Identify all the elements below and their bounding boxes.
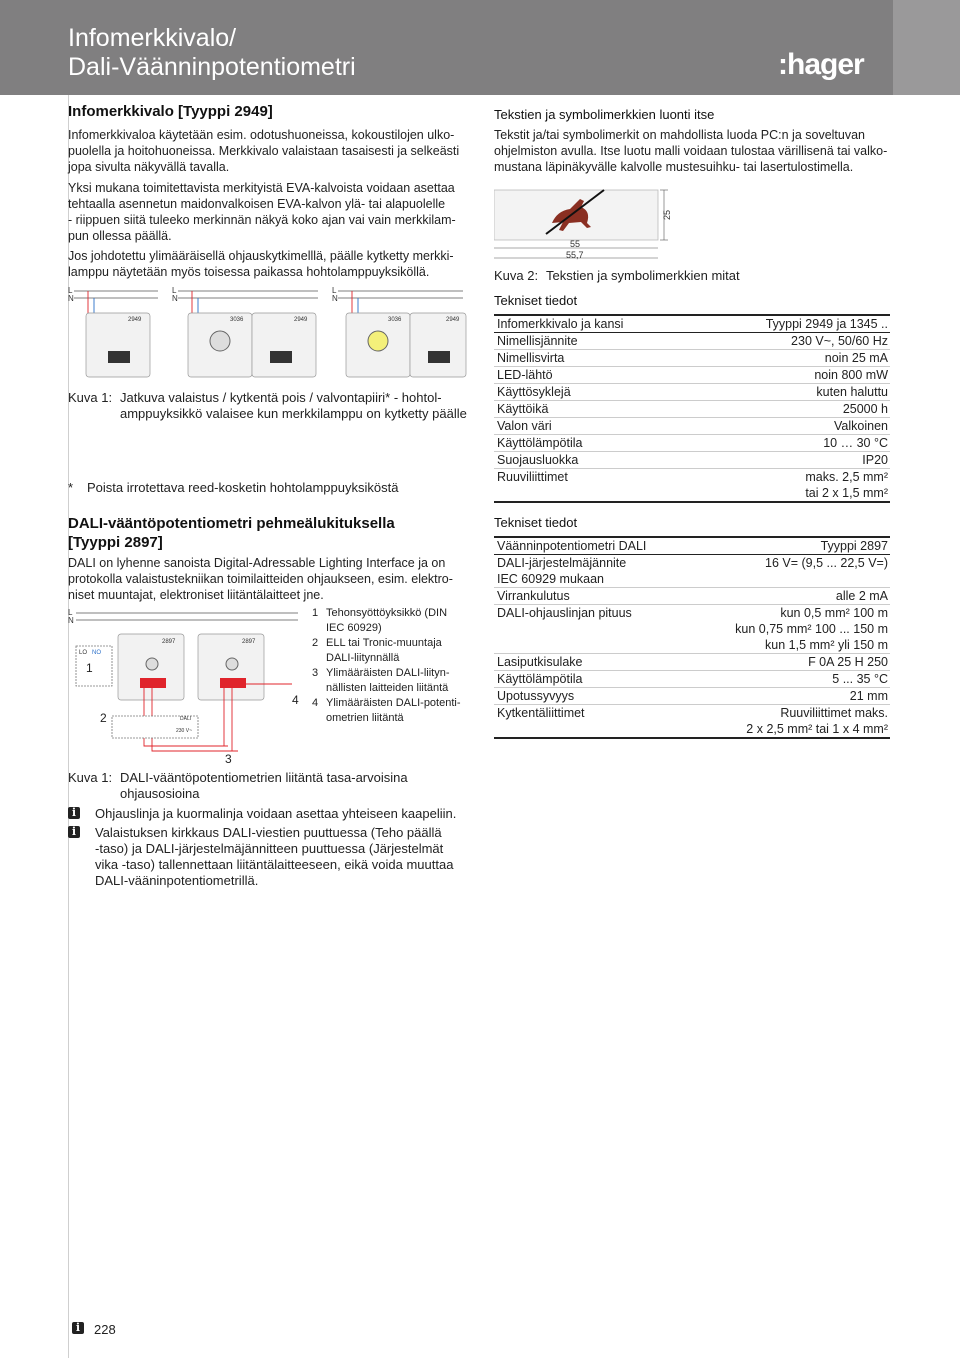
table-cell: DALI-järjestelmäjännite <box>497 556 627 570</box>
label-L: L <box>172 286 177 295</box>
table-cell: Käyttölämpötila <box>494 435 695 452</box>
table-cell: tai 2 x 1,5 mm² <box>695 485 890 502</box>
table-cell: F 0A 25 H 250 <box>690 654 890 671</box>
text-line: lamppu näytetään myös toisessa paikassa hohtolamppuyksiköllä. <box>68 265 430 279</box>
table-row <box>494 688 890 705</box>
table-cell: 2 x 2,5 mm² tai 1 x 4 mm² <box>690 721 890 738</box>
table-row <box>494 485 890 502</box>
table-cell <box>494 485 695 502</box>
table-header-cell: Tyyppi 2897 <box>690 537 890 555</box>
text-line: Ylimääräisten DALI-liityn- <box>326 667 450 679</box>
table-row <box>494 671 890 688</box>
table-row <box>494 654 890 671</box>
device-type-label: 2897 <box>162 639 176 645</box>
table-cell: 16 V= (9,5 ... 22,5 V=) <box>765 556 888 570</box>
text-line: amppuyksikkö valaisee kun merkkilamppu on kytketty päälle <box>120 406 467 421</box>
table-row <box>494 571 890 588</box>
table-header-row <box>494 537 890 555</box>
text-line: Valaistuksen kirkkaus DALI-viestien puuttuessa (Teho päällä <box>95 825 442 840</box>
table-cell: Ruuviliittimet maks. <box>780 706 888 720</box>
table-cell: LED-lähtö <box>494 367 695 384</box>
table-cell: Käyttölämpötila <box>494 671 690 688</box>
label-LO: LO <box>79 650 88 656</box>
wiring-diagram-dali <box>68 606 303 766</box>
table-cell: 21 mm <box>690 688 890 705</box>
text-line: -taso) ja DALI-järjestelmäjännitteen puuttuessa (Järjestelmät <box>95 841 444 856</box>
info-icon: i <box>68 826 80 838</box>
paragraph-intro <box>68 127 459 175</box>
text-line: - riippuen siitä tuleeko merkinnän näkyä koko ajan vai vain merkkilam- <box>68 213 456 227</box>
device-type-label: 2949 <box>446 317 460 323</box>
table-cell: Käyttösyklejä <box>494 384 695 401</box>
legend-text <box>326 666 476 696</box>
table-cell: Valon väri <box>494 418 695 435</box>
paragraph-eva <box>68 180 456 244</box>
brand-logo: :hager <box>778 48 864 81</box>
table-cell: kuten haluttu <box>695 384 890 401</box>
table-row <box>494 401 890 418</box>
callout-1: 1 <box>86 661 93 675</box>
text-line: DALI on lyhenne sanoista Digital-Adressable Lighting Interface ja on <box>68 556 446 570</box>
heading-line: [Tyyppi 2897] <box>68 534 163 551</box>
text-line: nällisten laitteiden liitäntä <box>326 682 449 694</box>
text-line: puolella ja hoitohuoneissa. Merkkivalo valaistaan tasaisesti ja selkeästi <box>68 144 460 158</box>
device-type-label: 3036 <box>388 317 402 323</box>
table-cell: Nimellisjännite <box>494 333 695 350</box>
table-cell: Ruuviliittimet <box>497 470 568 484</box>
table-header-cell: Väänninpotentiometri DALI <box>494 537 690 555</box>
table-row <box>494 418 890 435</box>
paragraph-control-switch <box>68 248 454 280</box>
table-cell <box>494 637 690 654</box>
text-line: pun ollessa päällä. <box>68 229 172 243</box>
table-row <box>494 637 890 654</box>
footnote-marker: * <box>68 480 74 495</box>
legend-text <box>326 696 476 726</box>
text-line: jopa sivulta näkyvällä tavalla. <box>68 160 230 174</box>
wiring-diagram-infomerkkivalo <box>68 283 468 383</box>
table-cell: 10 … 30 °C <box>695 435 890 452</box>
figure-caption-text <box>120 390 467 422</box>
dim-width-label: 55,7 <box>566 250 584 260</box>
legend-text <box>326 636 476 666</box>
paragraph-dali-intro <box>68 555 453 603</box>
table-cell: Kytkentäliittimet <box>497 706 585 720</box>
device-type-label: 2897 <box>242 639 256 645</box>
table-row <box>494 605 890 622</box>
page-title-line2: Dali-Väänninpotentiometri <box>68 53 356 81</box>
text-line: protokolla valaistustekniikan toimilaitteiden ohjaukseen, esim. elektro- <box>68 572 453 586</box>
text-line: ELL tai Tronic-muuntaja <box>326 637 442 649</box>
label-N: N <box>68 294 74 303</box>
legend-list <box>312 606 472 726</box>
legend-number: 2 <box>312 637 319 649</box>
text-line: vika -taso) tallennettaan liitäntälaitteeseen, eikä voida muuttaa <box>95 857 454 872</box>
table-cell: noin 800 mW <box>695 367 890 384</box>
table-cell: 25000 h <box>695 401 890 418</box>
tech-heading: Tekniset tiedot <box>494 293 578 308</box>
label-L: L <box>332 286 337 295</box>
dim-width-label: 55 <box>570 239 581 249</box>
table-row <box>494 367 890 384</box>
tech-heading: Tekniset tiedot <box>494 515 578 530</box>
table-cell: IEC 60929 mukaan <box>494 571 690 588</box>
table-cell: noin 25 mA <box>695 350 890 367</box>
text-line: ometrien liitäntä <box>326 712 404 724</box>
table-cell: Upotussyvyys <box>494 688 690 705</box>
table-cell: Valkoinen <box>695 418 890 435</box>
paragraph-custom-text <box>494 127 887 175</box>
table-row <box>494 705 890 722</box>
figure-caption-text <box>120 770 408 802</box>
page-number: 228 <box>94 1322 116 1337</box>
table-cell: 5 ... 35 °C <box>690 671 890 688</box>
label-N: N <box>332 294 338 303</box>
text-line: niset muuntajat, elektroniset liitäntälaitteet jne. <box>68 588 324 602</box>
label-L: L <box>68 286 73 295</box>
table-cell: kun 0,5 mm² 100 m <box>780 606 888 620</box>
table-row <box>494 435 890 452</box>
legend-number: 3 <box>312 667 319 679</box>
table-row <box>494 333 890 350</box>
label-L: L <box>68 608 73 617</box>
legend-number: 4 <box>312 697 319 709</box>
table-row <box>494 384 890 401</box>
page-header <box>0 0 960 95</box>
figure-symbol-dimensions <box>494 178 694 264</box>
device-type-label: 3036 <box>230 317 244 323</box>
table-row <box>494 621 890 637</box>
heading-line: DALI-vääntöpotentiometri pehmeälukituksella <box>68 515 395 532</box>
tech-table-dali <box>494 536 890 739</box>
text-line: Yksi mukana toimitettavista merkityistä EVA-kalvoista voidaan asettaa <box>68 181 455 195</box>
text-line: Tekstit ja/tai symbolimerkit on mahdollista luoda PC:n ja soveltuvan <box>494 128 866 142</box>
callout-4: 4 <box>292 693 299 707</box>
table-cell: kun 0,75 mm² 100 ... 150 m <box>735 622 888 636</box>
table-header-cell: Tyyppi 2949 ja 1345 .. <box>695 315 890 333</box>
text-line: Infomerkkivaloa käytetään esim. odotushuoneissa, kokoustilojen ulko- <box>68 128 455 142</box>
table-cell: DALI-ohjauslinjan pituus <box>497 606 632 620</box>
figure-caption-text: Tekstien ja symbolimerkkien mitat <box>546 268 740 283</box>
table-cell: Käyttöikä <box>494 401 695 418</box>
text-line: ohjausosioina <box>120 786 200 801</box>
figure-caption-label: Kuva 1: <box>68 390 113 405</box>
table-header-cell: Infomerkkivalo ja kansi <box>494 315 695 333</box>
table-cell: Lasiputkisulake <box>494 654 690 671</box>
text-line: DALI-vääninpotentiometrillä. <box>95 873 259 888</box>
device-type-label: 2949 <box>294 317 308 323</box>
footnote-text: Poista irrotettava reed-kosketin hohtolamppuyksiköstä <box>87 480 399 495</box>
section-heading-infomerkkivalo: Infomerkkivalo [Tyyppi 2949] <box>68 103 273 120</box>
table-row <box>494 588 890 605</box>
table-cell: kun 1,5 mm² yli 150 m <box>690 637 890 654</box>
table-cell: Virrankulutus <box>494 588 690 605</box>
table-cell: Suojausluokka <box>494 452 695 469</box>
tech-table-infomerkkivalo <box>494 314 890 503</box>
info-icon: i <box>72 1322 84 1334</box>
table-cell <box>690 571 890 588</box>
table-cell: 230 V~, 50/60 Hz <box>695 333 890 350</box>
text-line: tehtaalla asennetun maidonvalkoisen EVA-kalvon ylä- tai alapuolelle <box>68 197 446 211</box>
text-line: DALI-vääntöpotentiometrien liitäntä tasa-arvoisina <box>120 770 408 785</box>
table-cell <box>494 721 690 738</box>
legend-text <box>326 606 476 636</box>
figure-caption-label: Kuva 1: <box>68 770 113 785</box>
text-line: DALI-liitynnällä <box>326 652 400 664</box>
table-row <box>494 350 890 367</box>
dim-height-label: 25 <box>662 209 672 220</box>
text-line: IEC 60929) <box>326 622 382 634</box>
table-cell: Nimellisvirta <box>494 350 695 367</box>
label-N: N <box>172 294 178 303</box>
table-row <box>494 721 890 738</box>
label-N: N <box>68 616 74 625</box>
table-header-row <box>494 315 890 333</box>
info-icon: i <box>68 807 80 819</box>
table-row <box>494 469 890 486</box>
label-230v: 230 V~ <box>176 728 192 734</box>
legend-number: 1 <box>312 607 319 619</box>
figure-caption-label: Kuva 2: <box>494 268 539 283</box>
callout-3: 3 <box>225 752 232 766</box>
callout-2: 2 <box>100 711 107 725</box>
table-cell: maks. 2,5 mm² <box>805 470 888 484</box>
label-NO: NO <box>92 650 101 656</box>
text-line: Jatkuva valaistus / kytkentä pois / valvontapiiri* - hohtol- <box>120 390 442 405</box>
section-heading-custom-text: Tekstien ja symbolimerkkien luonti itse <box>494 107 715 122</box>
page-title-line1: Infomerkkivalo/ <box>68 24 237 52</box>
section-heading-dali <box>68 514 395 552</box>
text-line: ohjelmiston avulla. Itse luotu malli voidaan tulostaa värillisenä tai valko- <box>494 144 888 158</box>
table-row <box>494 555 890 572</box>
table-cell: IP20 <box>695 452 890 469</box>
info-note-brightness <box>95 825 453 889</box>
text-line: mustana läpinäkyvälle kalvolle mustesuihku- tai lasertulostimella. <box>494 160 854 174</box>
info-note-cable: Ohjauslinja ja kuormalinja voidaan asettaa yhteiseen kaapeliin. <box>95 806 457 821</box>
table-row <box>494 452 890 469</box>
table-cell <box>494 621 690 637</box>
label-dali: DALI <box>180 716 192 722</box>
device-type-label: 2949 <box>128 317 142 323</box>
table-cell: alle 2 mA <box>690 588 890 605</box>
text-line: Tehonsyöttöyksikkö (DIN <box>326 607 448 619</box>
header-side-stripe <box>893 0 960 95</box>
text-line: Jos johdotettu ylimääräisellä ohjauskytkimelllä, päälle kytketty merkki- <box>68 249 454 263</box>
text-line: Ylimääräisten DALI-potenti- <box>326 697 461 709</box>
